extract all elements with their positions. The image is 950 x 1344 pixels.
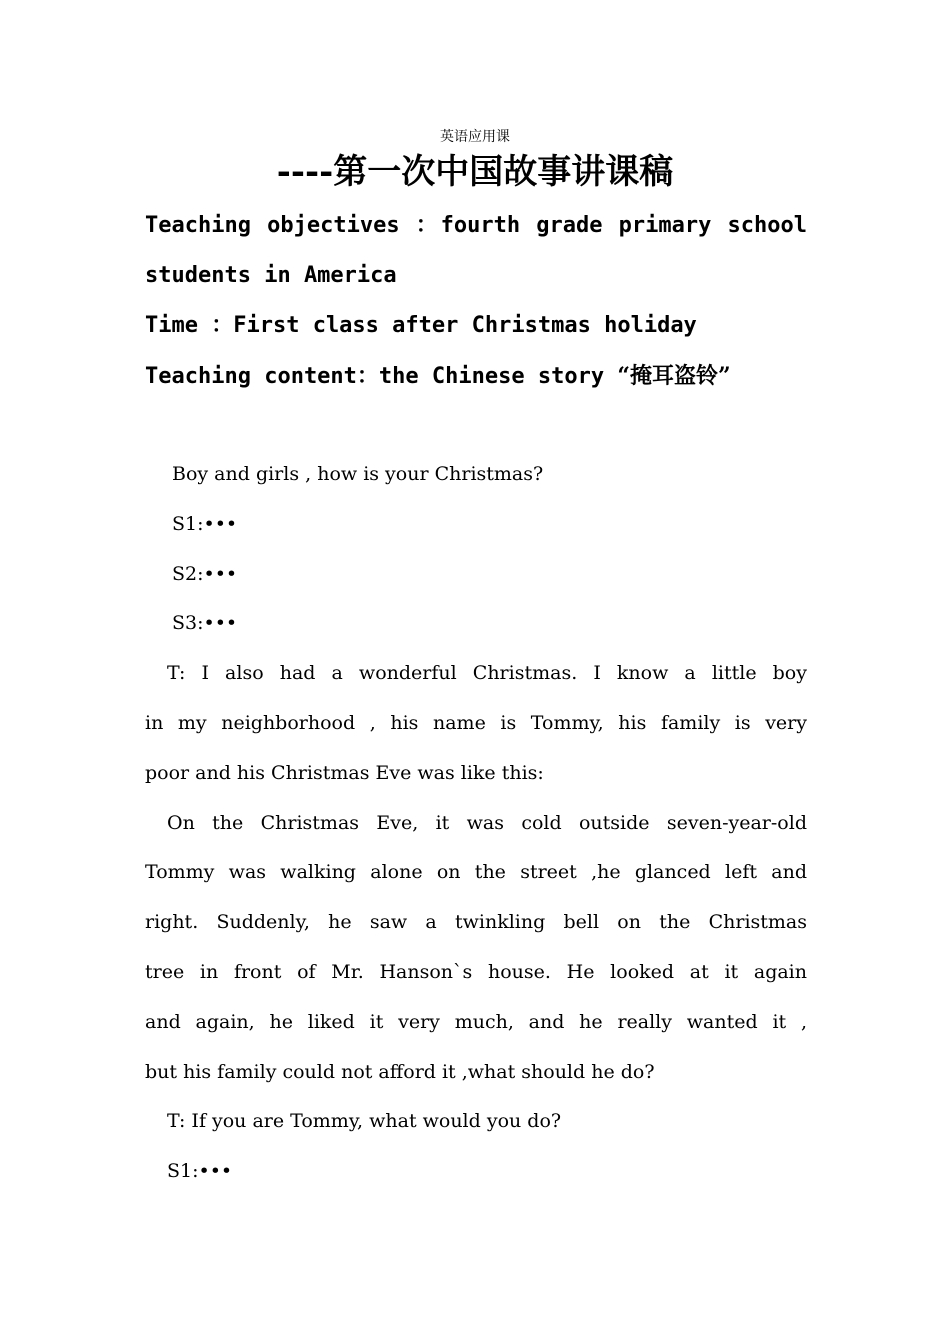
greeting-paragraph: Boy and girls , how is your Christmas?: [172, 463, 544, 485]
header-note: 英语应用课: [440, 129, 510, 145]
content-story: “掩耳盗铃”: [617, 363, 731, 389]
story-line-4: tree in front of Mr. Hanson`s house. He looked at it again: [145, 960, 807, 983]
story-line-6: but his family could not afford it ,what should he do?: [145, 1060, 655, 1083]
time-line: Time ：First class after Christmas holiday: [145, 313, 697, 338]
story-line-2: Tommy was walking alone on the street ,he glanced left and: [145, 861, 807, 884]
story-line-5: and again, he liked it very much, and he really wanted it ,: [145, 1010, 807, 1033]
story-line-3: right. Suddenly, he saw a twinkling bell on the Christmas: [145, 911, 807, 934]
teacher-question: T: If you are Tommy, what would you do?: [167, 1110, 562, 1133]
teacher-line-1: T: I also had a wonderful Christmas. I know a little boy: [167, 662, 807, 685]
student-answer-1: S1:•••: [167, 1160, 233, 1183]
objectives-line-1: Teaching objectives ：fourth grade primary school: [145, 213, 807, 238]
teaching-meta: [145, 201, 807, 402]
student-response-3: S3:•••: [172, 612, 238, 635]
objectives-line-2: students in America: [145, 263, 397, 288]
teacher-line-2: in my neighborhood , his name is Tommy, his family is very: [145, 711, 807, 734]
teacher-line-3: poor and his Christmas Eve was like this:: [145, 761, 544, 784]
content-line: [145, 351, 807, 402]
story-line-1: On the Christmas Eve, it was cold outside seven-year-old: [167, 811, 807, 834]
lesson-body: [145, 450, 807, 1197]
document-title: ----第一次中国故事讲课稿: [276, 152, 674, 192]
content-prefix: Teaching content：the Chinese story: [145, 364, 618, 389]
student-response-2: S2:•••: [172, 562, 238, 585]
student-response-1: S1:•••: [172, 512, 238, 535]
